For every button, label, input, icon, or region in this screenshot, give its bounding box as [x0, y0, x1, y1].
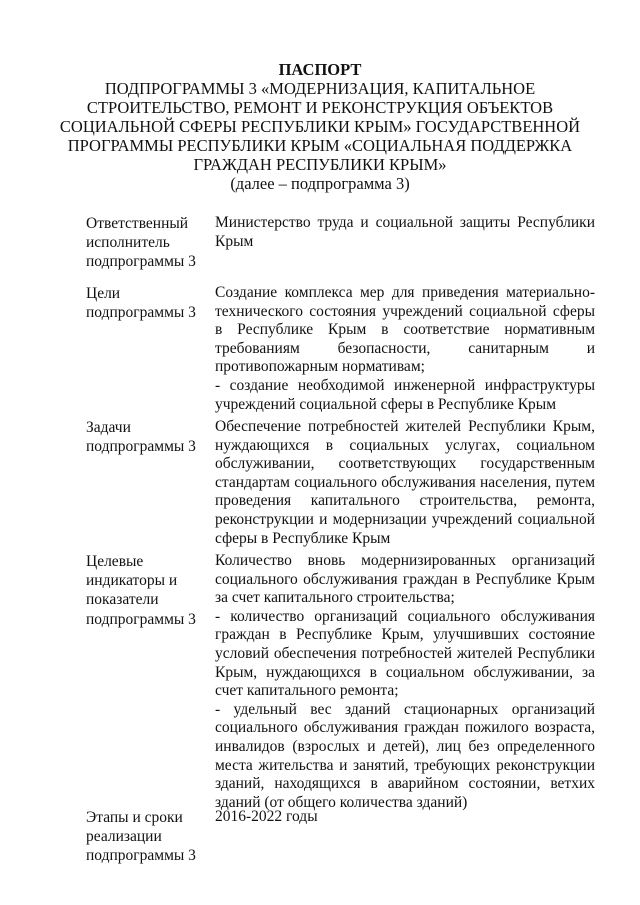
row-value-paragraph: Министерство труда и социальной защиты Республики Крым: [215, 214, 595, 250]
row-label: [86, 808, 214, 866]
row-label-line: Целевые: [86, 553, 144, 570]
row-label-line: подпрограммы 3: [86, 610, 196, 628]
row-label-line: подпрограммы 3: [86, 438, 196, 456]
row-value: [215, 552, 595, 812]
row-label-line: Цели: [86, 285, 121, 302]
row-value: [215, 418, 595, 548]
row-label-line: Этапы и сроки: [86, 809, 183, 826]
row-label-line: Задачи: [86, 419, 131, 436]
passport-header: [40, 60, 600, 193]
row-value-paragraph: 2016-2022 годы: [215, 808, 318, 825]
passport-row-responsible: [86, 214, 596, 272]
row-label: [86, 284, 214, 322]
row-label-line: исполнитель: [86, 234, 170, 252]
row-value: [215, 284, 595, 414]
passport-row-goals: [86, 284, 596, 413]
subtitle-line: СОЦИАЛЬНОЙ СФЕРЫ РЕСПУБЛИКИ КРЫМ» ГОСУДАРСТВЕННОЙ: [59, 117, 581, 136]
subtitle-line: ГРАЖДАН РЕСПУБЛИКИ КРЫМ»: [193, 155, 447, 174]
row-value: [215, 214, 595, 251]
subtitle-line: ПОДПРОГРАММЫ 3 «МОДЕРНИЗАЦИЯ, КАПИТАЛЬНОЕ: [104, 79, 536, 98]
passport-row-timeline: [86, 808, 596, 866]
passport-row-indicators: [86, 552, 596, 811]
row-value-paragraph: - количество организаций социального обслуживания граждан в Республике Крым, улучшивших состояние условий обеспечения потребностей жителей Республики Крым, нуждающихся в социальном обслуживании, за счет капитального ремонта;: [215, 607, 595, 700]
row-label-line: реализации: [86, 828, 162, 846]
document-title: ПАСПОРТ: [278, 60, 362, 79]
row-label: [86, 418, 214, 456]
row-value: [215, 808, 595, 827]
row-label-line: Ответственный: [86, 215, 189, 232]
row-label-line: подпрограммы 3: [86, 304, 196, 322]
row-label-line: индикаторы и: [86, 572, 178, 590]
row-label: [86, 552, 214, 629]
passport-row-tasks: [86, 418, 596, 547]
row-value-paragraph: Обеспечение потребностей жителей Республики Крым, нуждающихся в социальных услугах, социальном обслуживании, соответствующих государственным стандартам социального обслуживания населения, путем проведения капитального строительства, ремонта, реконструкции и модернизации учреждений социальной сферы в Республике Крым: [215, 418, 595, 547]
row-label-line: подпрограммы 3: [86, 847, 196, 865]
row-value-paragraph: - удельный вес зданий стационарных организаций социального обслуживания граждан пожилого возраста, инвалидов (взрослых и детей), лиц без определенного места жительства и занятий, требующих реконструкции зданий, находящихся в аварийном состоянии, ветхих зданий (от общего количества зданий): [215, 700, 595, 811]
row-value-paragraph: Количество вновь модернизированных организаций социального обслуживания граждан в Республике Крым за счет капитального строительства;: [215, 552, 595, 607]
subtitle-line: СТРОИТЕЛЬСТВО, РЕМОНТ И РЕКОНСТРУКЦИЯ ОБЪЕКТОВ: [86, 98, 554, 117]
subtitle-line: ПРОГРАММЫ РЕСПУБЛИКИ КРЫМ «СОЦИАЛЬНАЯ ПОДДЕРЖКА: [67, 136, 573, 155]
row-value-paragraph: Создание комплекса мер для приведения материально-технического состояния учреждений социальной сферы в Республике Крым в соответствие нормативным требованиям безопасности, санитарным и противопожарным нормативам;: [215, 284, 595, 376]
row-label-line: показатели: [86, 591, 159, 609]
row-value-paragraph: - создание необходимой инженерной инфраструктуры учреждений социальной сферы в Республике Крым: [215, 376, 595, 413]
row-label-line: подпрограммы 3: [86, 253, 196, 271]
row-label: [86, 214, 214, 272]
subtitle-note: (далее – подпрограмма 3): [230, 174, 410, 193]
